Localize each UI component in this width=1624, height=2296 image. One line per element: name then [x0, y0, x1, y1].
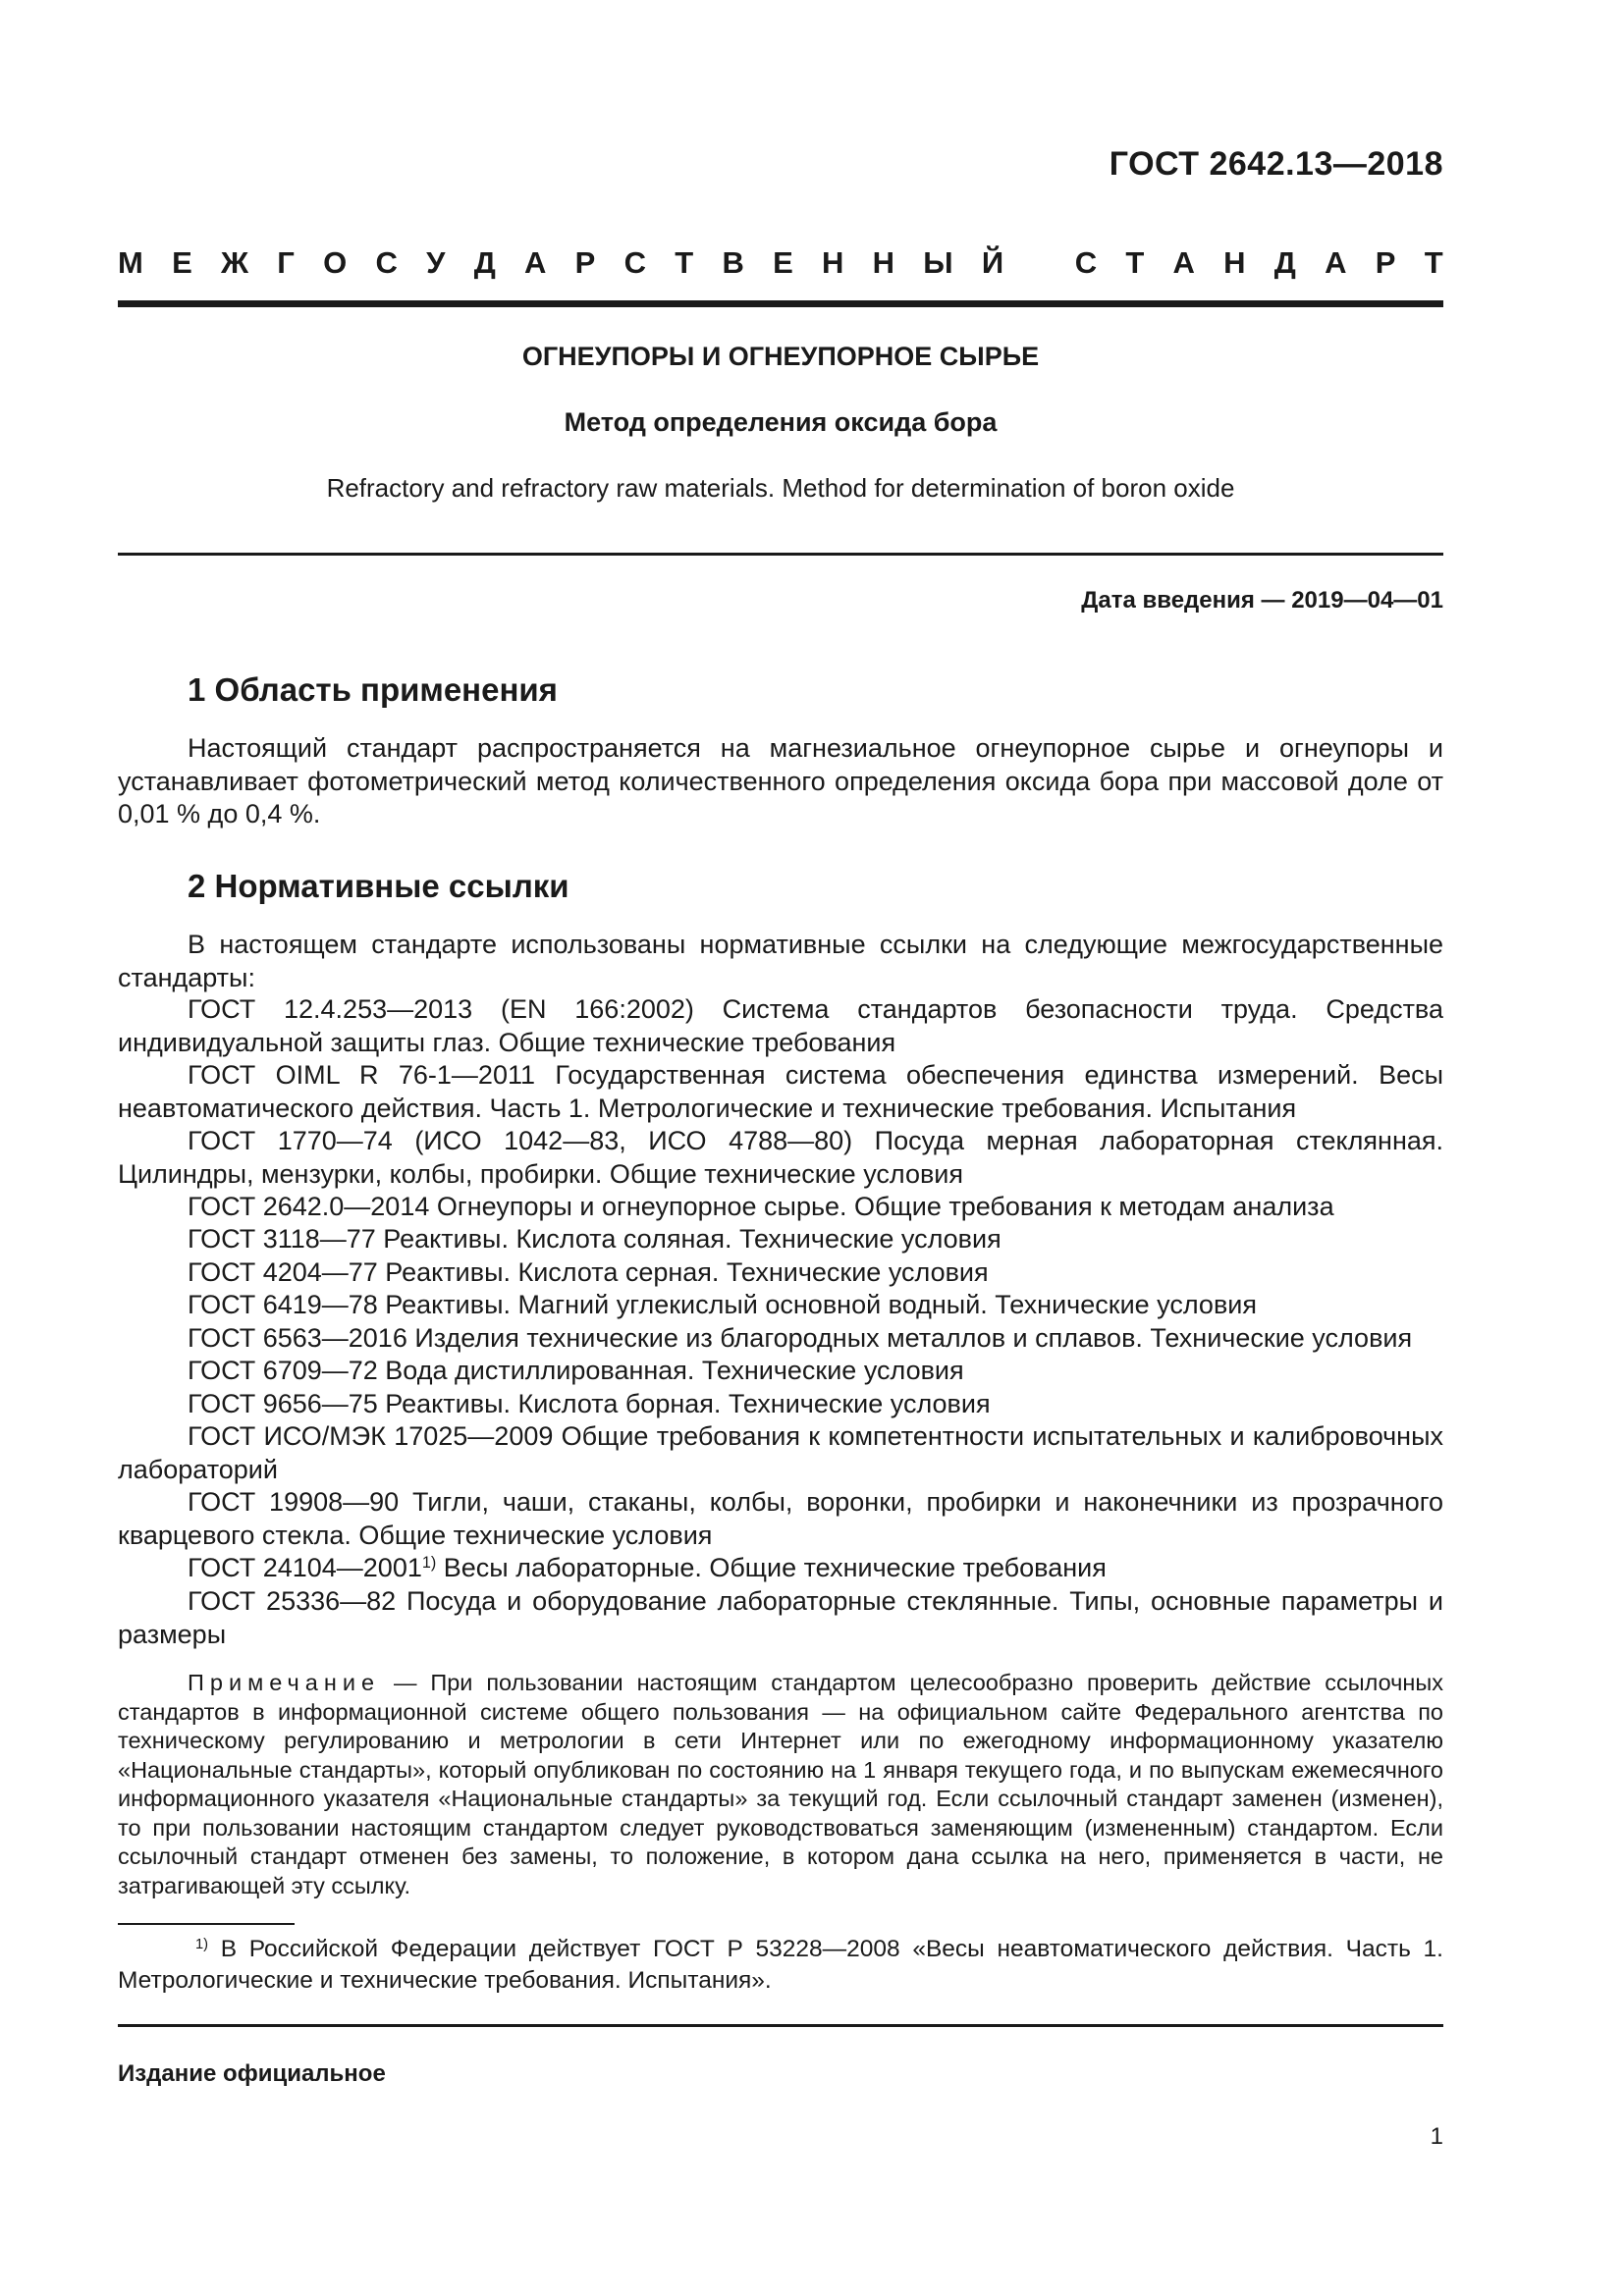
banner-letter: С [375, 245, 398, 280]
reference-text: ГОСТ 2642.0—2014 Огнеупоры и огнеупорное сырье. Общие требования к методам анализа [188, 1192, 1334, 1221]
banner-letter: Д [1273, 245, 1296, 280]
reference-item [118, 993, 1443, 1059]
banner-letter: Р [1375, 245, 1396, 280]
reference-text: ГОСТ 12.4.253—2013 (EN 166:2002) Система стандартов безопасности труда. Средства индивидуальной защиты глаз. Общие технические требования [118, 994, 1443, 1057]
banner-gap [1032, 245, 1046, 281]
reference-text: ГОСТ 6709—72 Вода дистиллированная. Технические условия [188, 1356, 964, 1385]
official-edition-label: Издание официальное [118, 2060, 386, 2087]
reference-item [118, 1585, 1443, 1651]
reference-text: ГОСТ 6563—2016 Изделия технические из благородных металлов и сплавов. Технические условия [188, 1323, 1413, 1353]
scope-text: Настоящий стандарт распространяется на магнезиальное огнеупорное сырье и огнеупоры и устанавливает фотометрический метод количественного определения оксида бора при массовой доле от 0,01 % до 0,4 %. [118, 733, 1443, 828]
banner-letter: У [426, 245, 446, 280]
document-title: ОГНЕУПОРЫ И ОГНЕУПОРНОЕ СЫРЬЕ [521, 342, 1040, 371]
reference-item [118, 1355, 1443, 1388]
section-heading-references: 2 Нормативные ссылки [188, 868, 569, 904]
footnote-ref-mark: 1) [421, 1554, 437, 1573]
reference-item [118, 1223, 1443, 1256]
introduction-date: Дата введения — 2019—04—01 [1081, 587, 1443, 614]
banner-letter: А [1325, 245, 1347, 280]
reference-code: ГОСТ 24104—2001 [188, 1553, 422, 1582]
reference-text: ГОСТ 9656—75 Реактивы. Кислота борная. Технические условия [188, 1389, 991, 1418]
banner-letter: Т [1424, 245, 1443, 280]
reference-text: ГОСТ 1770—74 (ИСО 1042—83, ИСО 4788—80) Посуда мерная лабораторная стеклянная. Цилиндры, мензурки, колбы, пробирки. Общие технические условия [118, 1126, 1443, 1189]
reference-item [118, 1125, 1443, 1191]
banner-letter: Й [981, 245, 1004, 280]
banner-letter: С [1074, 245, 1098, 280]
reference-text: ГОСТ 25336—82 Посуда и оборудование лабораторные стеклянные. Типы, основные параметры и размеры [118, 1586, 1443, 1649]
banner-letter: Н [872, 245, 895, 280]
banner-letter: Н [1223, 245, 1246, 280]
banner-letter: Ы [923, 245, 953, 280]
reference-item [118, 1059, 1443, 1125]
section-heading-scope: 1 Область применения [188, 671, 558, 708]
banner-letter: Д [473, 245, 496, 280]
banner-letter: М [118, 245, 143, 280]
reference-item [118, 1486, 1443, 1552]
banner-letter: Т [675, 245, 694, 280]
note-paragraph [118, 1669, 1443, 1900]
reference-text: ГОСТ 4204—77 Реактивы. Кислота серная. Технические условия [188, 1257, 989, 1287]
banner-letter: А [1172, 245, 1195, 280]
banner-letter: Е [172, 245, 192, 280]
references-intro [118, 929, 1443, 994]
title-rule [118, 553, 1443, 556]
banner-letter: О [323, 245, 348, 280]
banner-letter: Т [1125, 245, 1145, 280]
banner-letter: В [722, 245, 744, 280]
banner-letter: Р [574, 245, 596, 280]
bottom-rule [118, 2024, 1443, 2027]
reference-item [118, 1552, 1443, 1585]
reference-text: ГОСТ 3118—77 Реактивы. Кислота соляная. Технические условия [188, 1224, 1001, 1254]
reference-text: ГОСТ 19908—90 Тигли, чаши, стаканы, колбы, воронки, пробирки и наконечники из прозрачного кварцевого стекла. Общие технические условия [118, 1487, 1443, 1550]
footnote-mark: 1) [194, 1936, 208, 1952]
footnote [118, 1934, 1443, 1997]
document-subtitle: Метод определения оксида бора [564, 407, 998, 437]
reference-text: ГОСТ ИСО/МЭК 17025—2009 Общие требования к компетентности испытательных и калибровочных лабораторий [118, 1421, 1443, 1484]
footnote-text: В Российской Федерации действует ГОСТ Р 53228—2008 «Весы неавтоматического действия. Часть 1. Метрологические и технические требования. Испытания». [118, 1936, 1443, 1994]
note-text: — При пользовании настоящим стандартом целесообразно проверить действие ссылочных стандартов в информационной системе общего пользования — на официальном сайте Федерального агентства по техническому регулированию и метрологии в сети Интернет или по ежегодному информационному указателю «Национальные стандарты», который опубликован по состоянию на 1 января текущего года, и по выпускам ежемесячного информационного указателя «Национальные стандарты» за текущий год. Если ссылочный стандарт заменен (изменен), то при пользовании настоящим стандартом следует руководствоваться заменяющим (измененным) стандартом. Если ссылочный стандарт отменен без замены, то положение, в котором дана ссылка на него, применяется в части, не затрагивающей эту ссылку. [118, 1670, 1443, 1898]
note-label: Примечание [188, 1670, 381, 1695]
banner-letter: А [524, 245, 547, 280]
reference-item [118, 1191, 1443, 1224]
reference-item [118, 1322, 1443, 1356]
banner-letter: Ж [221, 245, 249, 280]
interstate-standard-banner [118, 245, 1443, 281]
reference-item [118, 1420, 1443, 1486]
banner-letter: С [623, 245, 646, 280]
banner-letter: Е [773, 245, 793, 280]
reference-item [118, 1289, 1443, 1322]
standard-code: ГОСТ 2642.13—2018 [1109, 145, 1443, 183]
top-thick-rule [118, 300, 1443, 307]
reference-item [118, 1256, 1443, 1290]
reference-text: Весы лабораторные. Общие технические требования [443, 1553, 1107, 1582]
footnote-rule [118, 1923, 295, 1925]
banner-letter: Г [277, 245, 295, 280]
page-number: 1 [1430, 2123, 1443, 2150]
english-title: Refractory and refractory raw materials. Method for determination of boron oxide [326, 473, 1235, 503]
reference-item [118, 1388, 1443, 1421]
banner-letter: Н [822, 245, 844, 280]
references-intro-text: В настоящем стандарте использованы нормативные ссылки на следующие межгосударственные стандарты: [118, 930, 1443, 992]
reference-text: ГОСТ 6419—78 Реактивы. Магний углекислый основной водный. Технические условия [188, 1290, 1257, 1319]
reference-text: ГОСТ OIML R 76-1—2011 Государственная система обеспечения единства измерений. Весы неавтоматического действия. Часть 1. Метрологические и технические требования. Испытания [118, 1060, 1443, 1123]
scope-paragraph [118, 732, 1443, 831]
